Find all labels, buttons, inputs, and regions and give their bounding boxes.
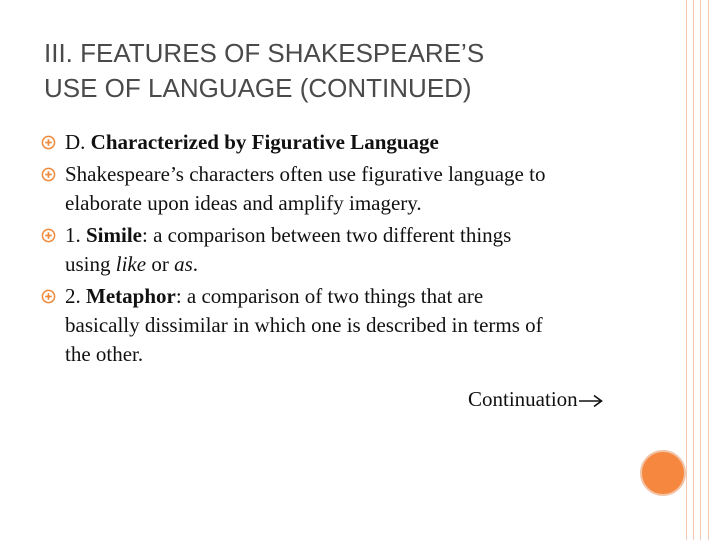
bullet-icon (41, 167, 56, 182)
bullet-item (44, 282, 624, 369)
bullet-list (44, 128, 624, 372)
continuation-label (468, 385, 604, 414)
bullet-text: : a comparison of two things that are (175, 284, 484, 308)
bullet-text: elaborate upon ideas and amplify imagery. (65, 191, 422, 215)
title-line-2: USE OF LANGUAGE (CONTINUED) (44, 73, 472, 103)
bullet-text: using (65, 252, 116, 276)
decorative-rule (686, 0, 687, 540)
bullet-icon (41, 228, 56, 243)
bullet-icon (41, 135, 56, 150)
bullet-text: the other. (65, 342, 144, 366)
arrow-right-icon (578, 394, 604, 408)
bullet-item (44, 221, 624, 279)
emphasis-as: as (174, 252, 193, 276)
bullet-item (44, 128, 624, 157)
bullet-icon (41, 289, 56, 304)
emphasis-like: like (115, 252, 147, 276)
bullet-text: basically dissimilar in which one is described in terms of (65, 313, 543, 337)
term-metaphor: Metaphor (86, 284, 176, 308)
bullet-item (44, 160, 624, 218)
bullet-text: : a comparison between two different things (142, 223, 512, 247)
continuation-text: Continuation (468, 387, 578, 411)
decorative-rule (693, 0, 694, 540)
term-simile: Simile (86, 223, 142, 247)
bullet-text: . (192, 252, 199, 276)
decorative-rule (700, 0, 701, 540)
bullet-heading: Characterized by Figurative Language (90, 130, 439, 154)
bullet-text: 2. (65, 284, 86, 308)
bullet-text: D. (65, 130, 91, 154)
decorative-circle-icon (640, 450, 686, 496)
slide-title (44, 36, 644, 106)
decorative-rule (708, 0, 709, 540)
bullet-text: or (146, 252, 175, 276)
title-line-1: III. FEATURES OF SHAKESPEARE’S (44, 38, 485, 68)
bullet-text: 1. (65, 223, 86, 247)
bullet-text: Shakespeare’s characters often use figurative language to (65, 162, 546, 186)
